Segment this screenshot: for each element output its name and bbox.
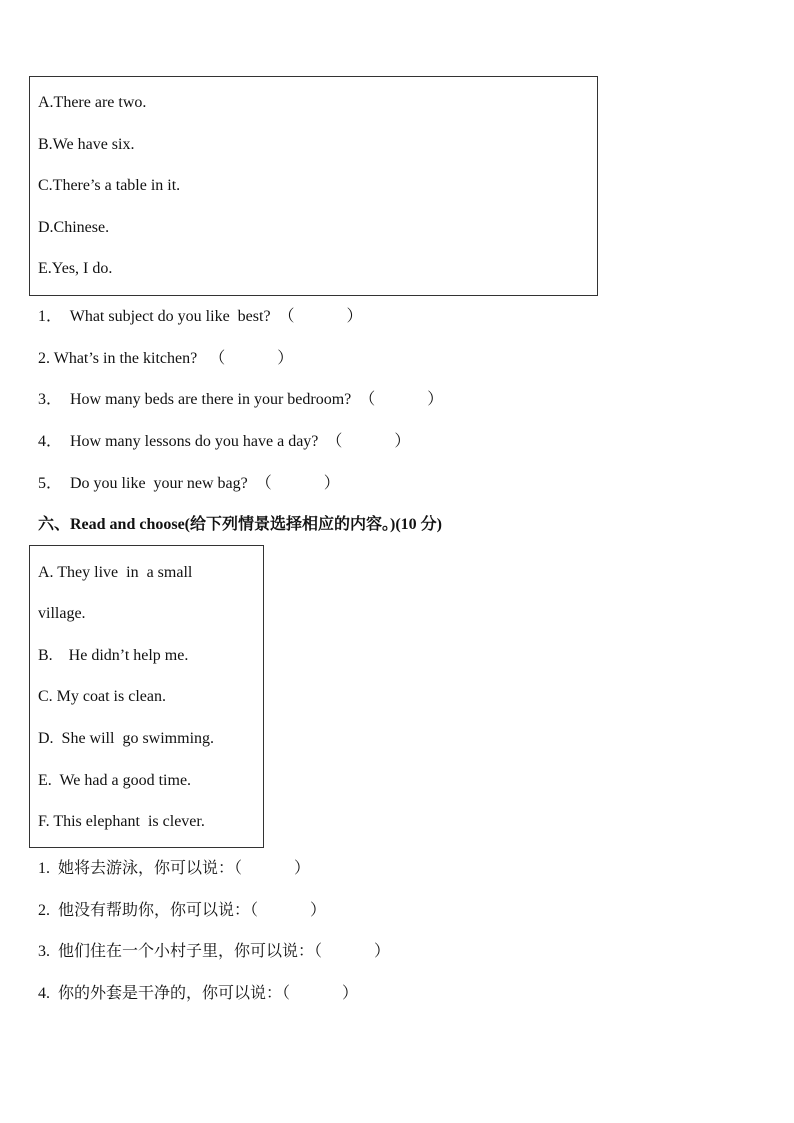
option-a-continued: village. <box>38 605 86 622</box>
option-b: B. He didn’t help me. <box>38 647 189 664</box>
option-d: D. She will go swimming. <box>38 730 215 747</box>
option-e: E. We had a good time. <box>38 772 192 789</box>
question-4: 4． How many lessons do you have a day? （ ） <box>38 433 411 450</box>
question-4: 4. 你的外套是干净的，你可以说：（ ） <box>38 985 359 1002</box>
option-a: A. They live in a small <box>38 564 193 581</box>
question-1: 1. 她将去游泳，你可以说：（ ） <box>38 860 311 877</box>
question-2: 2. 他没有帮助你，你可以说：（ ） <box>38 902 327 919</box>
question-3: 3． How many beds are there in your bedroom? （ ） <box>38 391 444 408</box>
option-c: C.There’s a table in it. <box>38 177 181 194</box>
option-a: A.There are two. <box>38 94 147 111</box>
question-1: 1． What subject do you like best? （ ） <box>38 308 363 325</box>
option-b: B.We have six. <box>38 136 135 153</box>
option-c: C. My coat is clean. <box>38 688 166 705</box>
option-f: F. This elephant is clever. <box>38 813 205 830</box>
section-heading: 六、Read and choose(给下列情景选择相应的内容。)(10 分) <box>38 516 442 533</box>
option-d: D.Chinese. <box>38 219 110 236</box>
question-2: 2. What’s in the kitchen? （ ） <box>38 350 294 367</box>
question-5: 5． Do you like your new bag? （ ） <box>38 475 340 492</box>
option-e: E.Yes, I do. <box>38 260 113 277</box>
question-3: 3. 他们住在一个小村子里，你可以说：（ ） <box>38 943 391 960</box>
